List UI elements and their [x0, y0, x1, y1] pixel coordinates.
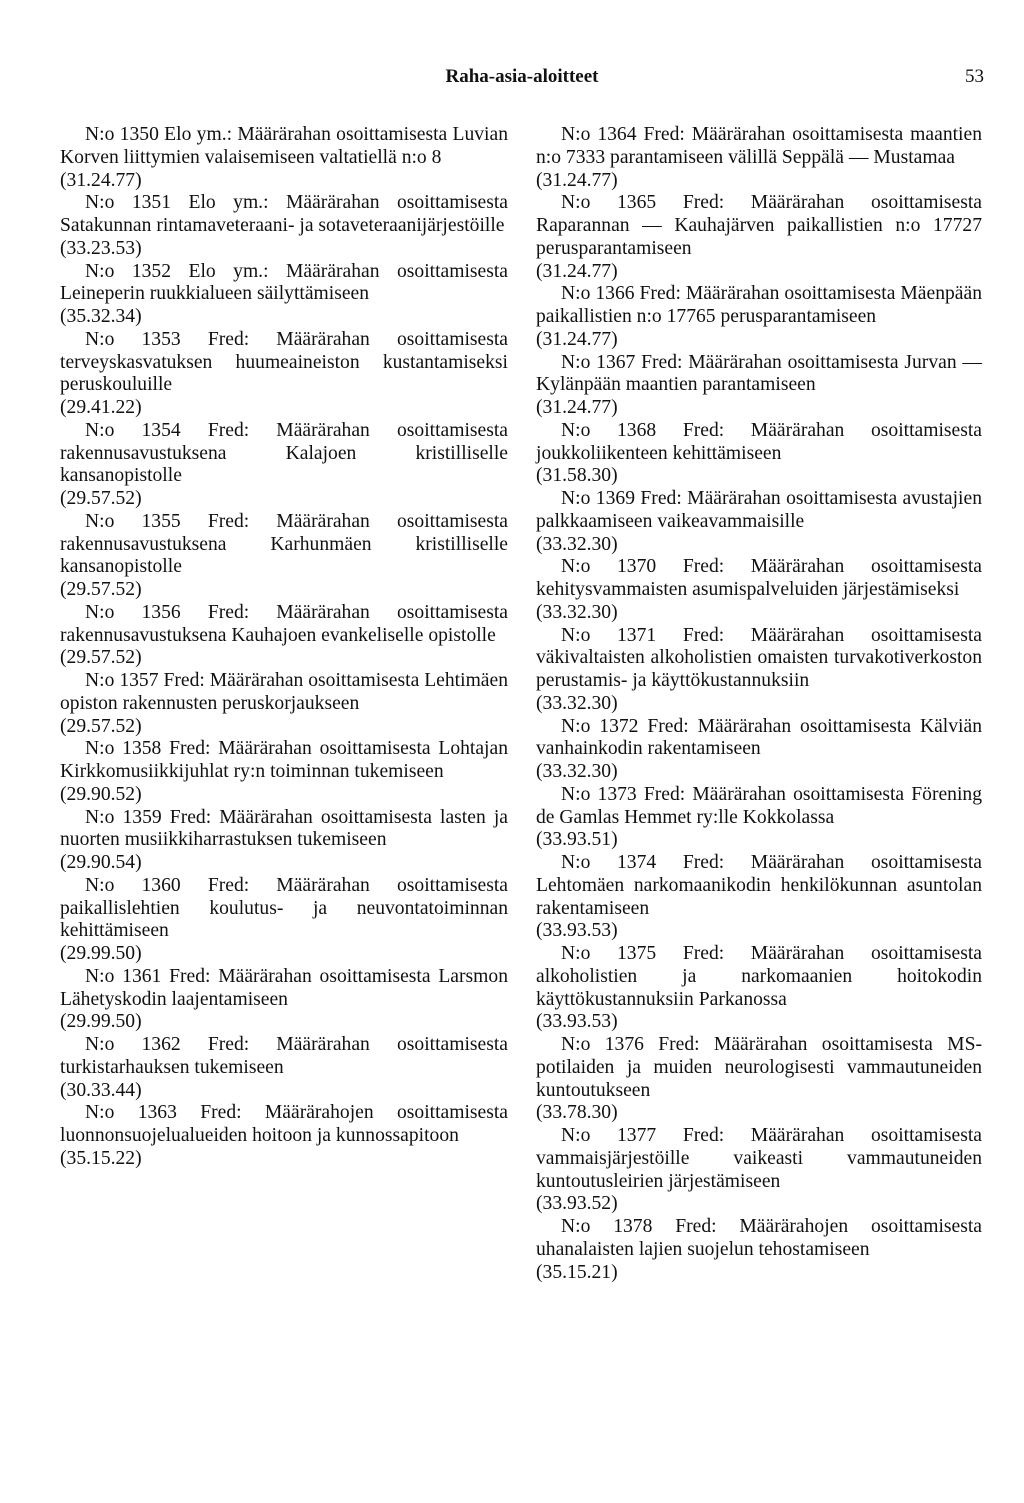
motion-entry — [536, 556, 982, 624]
budget-item-code: (33.93.53) — [536, 1011, 618, 1033]
motion-entry — [536, 1034, 982, 1125]
motion-title: N:o 1371 Fred: Määrärahan osoittamisesta väkivaltaisten alkoholistien omaisten turvakotiverkoston perustamis- ja käyttökustannuksiin — [536, 624, 982, 691]
motion-entry — [536, 1125, 982, 1216]
motion-title: N:o 1377 Fred: Määrärahan osoittamisesta vammaisjärjestöille vaikeasti vammautuneiden kuntoutusleirien järjestämiseen — [536, 1125, 982, 1192]
motion-entry — [536, 352, 982, 420]
budget-item-code: (31.24.77) — [536, 328, 618, 350]
motion-entry — [536, 488, 982, 556]
motion-title: N:o 1372 Fred: Määrärahan osoittamisesta Kälviän vanhainkodin rakentamiseen — [536, 715, 982, 760]
budget-item-code: (29.57.52) — [60, 715, 142, 737]
motion-entry — [536, 716, 982, 784]
budget-item-code: (29.90.52) — [60, 783, 142, 805]
budget-item-code: (31.24.77) — [60, 169, 142, 191]
motion-title: N:o 1367 Fred: Määrärahan osoittamisesta Jurvan — Kylänpään maantien parantamiseen — [536, 351, 982, 396]
motion-title: N:o 1361 Fred: Määrärahan osoittamisesta Larsmon Lähetyskodin laajentamiseen — [60, 965, 508, 1010]
motion-title: N:o 1359 Fred: Määrärahan osoittamisesta lasten ja nuorten musiikkiharrastuksen tukemiseen — [60, 806, 508, 851]
right-column — [536, 124, 982, 1284]
page-number: 53 — [965, 66, 984, 87]
motion-title: N:o 1354 Fred: Määrärahan osoittamisesta rakennusavustuksena Kalajoen kristilliselle kansanopistolle — [60, 419, 508, 487]
motion-entry — [60, 807, 508, 875]
motion-entry — [60, 966, 508, 1034]
motion-title: N:o 1362 Fred: Määrärahan osoittamisesta turkistarhauksen tukemiseen — [60, 1034, 508, 1078]
budget-item-code: (29.57.52) — [60, 647, 142, 669]
motion-title: N:o 1373 Fred: Määrärahan osoittamisesta Förening de Gamlas Hemmet ry:lle Kokkolassa — [536, 783, 982, 828]
budget-item-code: (35.15.22) — [60, 1147, 142, 1169]
motion-entry — [60, 261, 508, 329]
motion-entry — [536, 1216, 982, 1284]
motion-entry — [60, 602, 508, 670]
budget-item-code: (29.90.54) — [60, 852, 142, 873]
motion-entry — [536, 943, 982, 1034]
motion-entry — [60, 420, 508, 511]
motion-entry — [60, 124, 508, 192]
budget-item-code: (29.57.52) — [60, 488, 142, 509]
budget-item-code: (33.93.53) — [536, 920, 618, 942]
page-header — [60, 66, 984, 92]
motion-title: N:o 1374 Fred: Määrärahan osoittamisesta Lehtomäen narkomaanikodin henkilökunnan asuntolan rakentamiseen — [536, 852, 982, 919]
budget-item-code: (33.93.52) — [536, 1193, 618, 1215]
motion-title: N:o 1355 Fred: Määrärahan osoittamisesta rakennusavustuksena Karhunmäen kristilliselle kansanopistolle — [60, 510, 508, 578]
motion-title: N:o 1378 Fred: Määrärahojen osoittamisesta uhanalaisten lajien suojelun tehostamiseen — [536, 1216, 982, 1260]
motion-title: N:o 1352 Elo ym.: Määrärahan osoittamisesta Leineperin ruukkialueen säilyttämiseen — [60, 260, 508, 305]
budget-item-code: (31.24.77) — [536, 169, 618, 191]
budget-item-code: (31.58.30) — [536, 465, 618, 487]
motion-entry — [60, 1102, 508, 1170]
motion-entry — [60, 738, 508, 806]
motion-entry — [60, 192, 508, 260]
motion-title: N:o 1369 Fred: Määrärahan osoittamisesta avustajien palkkaamiseen vaikeavammaisille — [536, 488, 982, 532]
motion-entry — [60, 329, 508, 420]
budget-item-code: (35.32.34) — [60, 306, 142, 327]
motion-entry — [536, 852, 982, 943]
motion-title: N:o 1360 Fred: Määrärahan osoittamisesta paikallislehtien koulutus- ja neuvontatoiminnan kehittämiseen — [60, 874, 508, 942]
budget-item-code: (33.32.30) — [536, 533, 618, 555]
motion-title: N:o 1364 Fred: Määrärahan osoittamisesta maantien n:o 7333 parantamiseen välillä Seppälä — Mustamaa — [536, 124, 982, 168]
running-title: Raha-asia-aloitteet — [445, 66, 599, 87]
budget-item-code: (31.24.77) — [536, 397, 618, 418]
motion-entry — [536, 625, 982, 716]
motion-title: N:o 1375 Fred: Määrärahan osoittamisesta alkoholistien ja narkomaanien hoitokodin käyttökustannuksiin Parkanossa — [536, 943, 982, 1010]
budget-item-code: (33.32.30) — [536, 761, 618, 782]
motion-entry — [60, 1034, 508, 1102]
motion-title: N:o 1370 Fred: Määrärahan osoittamisesta kehitysvammaisten asumispalveluiden järjestämiseksi — [536, 556, 982, 600]
budget-item-code: (35.15.21) — [536, 1261, 618, 1283]
budget-item-code: (29.99.50) — [60, 943, 142, 964]
motion-title: N:o 1350 Elo ym.: Määrärahan osoittamisesta Luvian Korven liittymien valaisemiseen valtatiellä n:o 8 — [60, 124, 508, 168]
motion-title: N:o 1358 Fred: Määrärahan osoittamisesta Lohtajan Kirkkomusiikkijuhlat ry:n toiminnan tukemiseen — [60, 738, 508, 782]
budget-item-code: (33.32.30) — [536, 601, 618, 623]
motion-title: N:o 1363 Fred: Määrärahojen osoittamisesta luonnonsuojelualueiden hoitoon ja kunnossapitoon — [60, 1102, 508, 1146]
motion-entry — [536, 283, 982, 351]
budget-item-code: (29.41.22) — [60, 397, 142, 418]
motion-title: N:o 1366 Fred: Määrärahan osoittamisesta Mäenpään paikallistien n:o 17765 perusparantamiseen — [536, 283, 982, 327]
budget-item-code: (29.99.50) — [60, 1011, 142, 1033]
motion-entry — [536, 192, 982, 283]
left-column — [60, 124, 508, 1171]
motion-entry — [536, 124, 982, 192]
budget-item-code: (33.78.30) — [536, 1102, 618, 1124]
motion-entry — [60, 875, 508, 966]
motion-title: N:o 1368 Fred: Määrärahan osoittamisesta joukkoliikenteen kehittämiseen — [536, 419, 982, 464]
budget-item-code: (33.32.30) — [536, 692, 618, 714]
budget-item-code: (29.57.52) — [60, 579, 142, 600]
budget-item-code: (33.23.53) — [60, 237, 142, 259]
motion-title: N:o 1356 Fred: Määrärahan osoittamisesta rakennusavustuksena Kauhajoen evankeliselle opistolle — [60, 601, 508, 646]
motion-entry — [536, 784, 982, 852]
motion-entry — [536, 420, 982, 488]
budget-item-code: (33.93.51) — [536, 829, 618, 851]
motion-entry — [60, 670, 508, 738]
motion-title: N:o 1357 Fred: Määrärahan osoittamisesta Lehtimäen opiston rakennusten peruskorjaukseen — [60, 670, 508, 714]
motion-title: N:o 1376 Fred: Määrärahan osoittamisesta MS-potilaiden ja muiden neurologisesti vammautuneiden kuntoutukseen — [536, 1034, 982, 1101]
motion-title: N:o 1353 Fred: Määrärahan osoittamisesta terveyskasvatuksen huumeaineiston kustantamiseksi peruskouluille — [60, 328, 508, 396]
motion-title: N:o 1365 Fred: Määrärahan osoittamisesta Raparannan — Kauhajärven paikallistien n:o 17727 perusparantamiseen — [536, 192, 982, 259]
motion-title: N:o 1351 Elo ym.: Määrärahan osoittamisesta Satakunnan rintamaveteraani- ja sotaveteraanijärjestöille — [60, 192, 508, 236]
budget-item-code: (31.24.77) — [536, 260, 618, 282]
budget-item-code: (30.33.44) — [60, 1079, 142, 1101]
motion-entry — [60, 511, 508, 602]
